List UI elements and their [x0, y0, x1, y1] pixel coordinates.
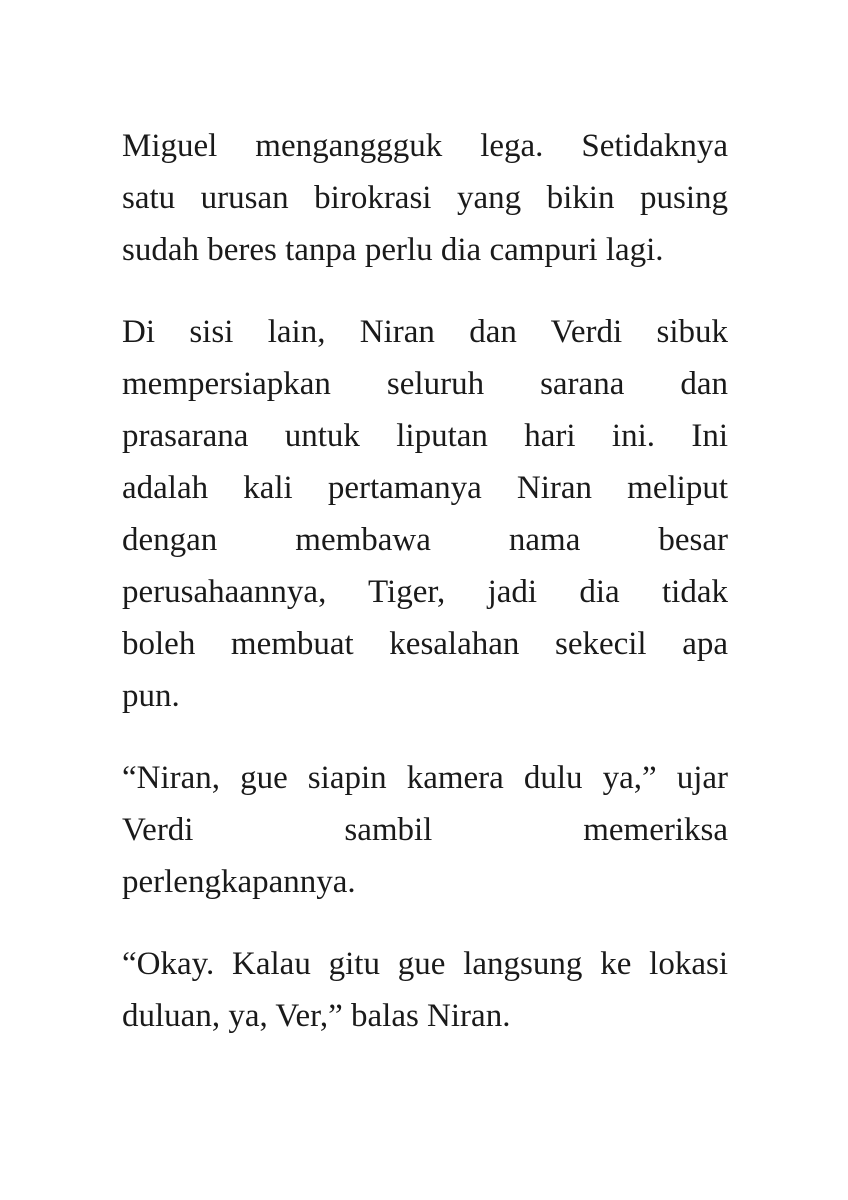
text-line: prasarana untuk liputan hari ini. Ini — [122, 418, 728, 454]
paragraph-spacer — [122, 276, 728, 306]
paragraph-spacer — [122, 722, 728, 752]
text-line: Verdi sambil memeriksa — [122, 812, 728, 848]
text-line: perlengkapannya. — [122, 864, 356, 900]
text-line: pun. — [122, 678, 180, 714]
paragraph — [122, 120, 728, 276]
text-line: satu urusan birokrasi yang bikin pusing — [122, 180, 728, 216]
text-line: dengan membawa nama besar — [122, 522, 728, 558]
text-line: perusahaannya, Tiger, jadi dia tidak — [122, 574, 728, 610]
text-line: “Okay. Kalau gitu gue langsung ke lokasi — [122, 946, 728, 982]
text-line: “Niran, gue siapin kamera dulu ya,” ujar — [122, 760, 728, 796]
paragraph-spacer — [122, 908, 728, 938]
paragraph — [122, 752, 728, 908]
body-text — [122, 120, 728, 1042]
paragraph — [122, 306, 728, 722]
text-line: sudah beres tanpa perlu dia campuri lagi. — [122, 232, 664, 268]
paragraph — [122, 938, 728, 1042]
text-line: duluan, ya, Ver,” balas Niran. — [122, 998, 511, 1034]
text-line: Di sisi lain, Niran dan Verdi sibuk — [122, 314, 728, 350]
text-line: boleh membuat kesalahan sekecil apa — [122, 626, 728, 662]
text-line: Miguel menganggguk lega. Setidaknya — [122, 128, 728, 164]
text-line: adalah kali pertamanya Niran meliput — [122, 470, 728, 506]
text-line: mempersiapkan seluruh sarana dan — [122, 366, 728, 402]
